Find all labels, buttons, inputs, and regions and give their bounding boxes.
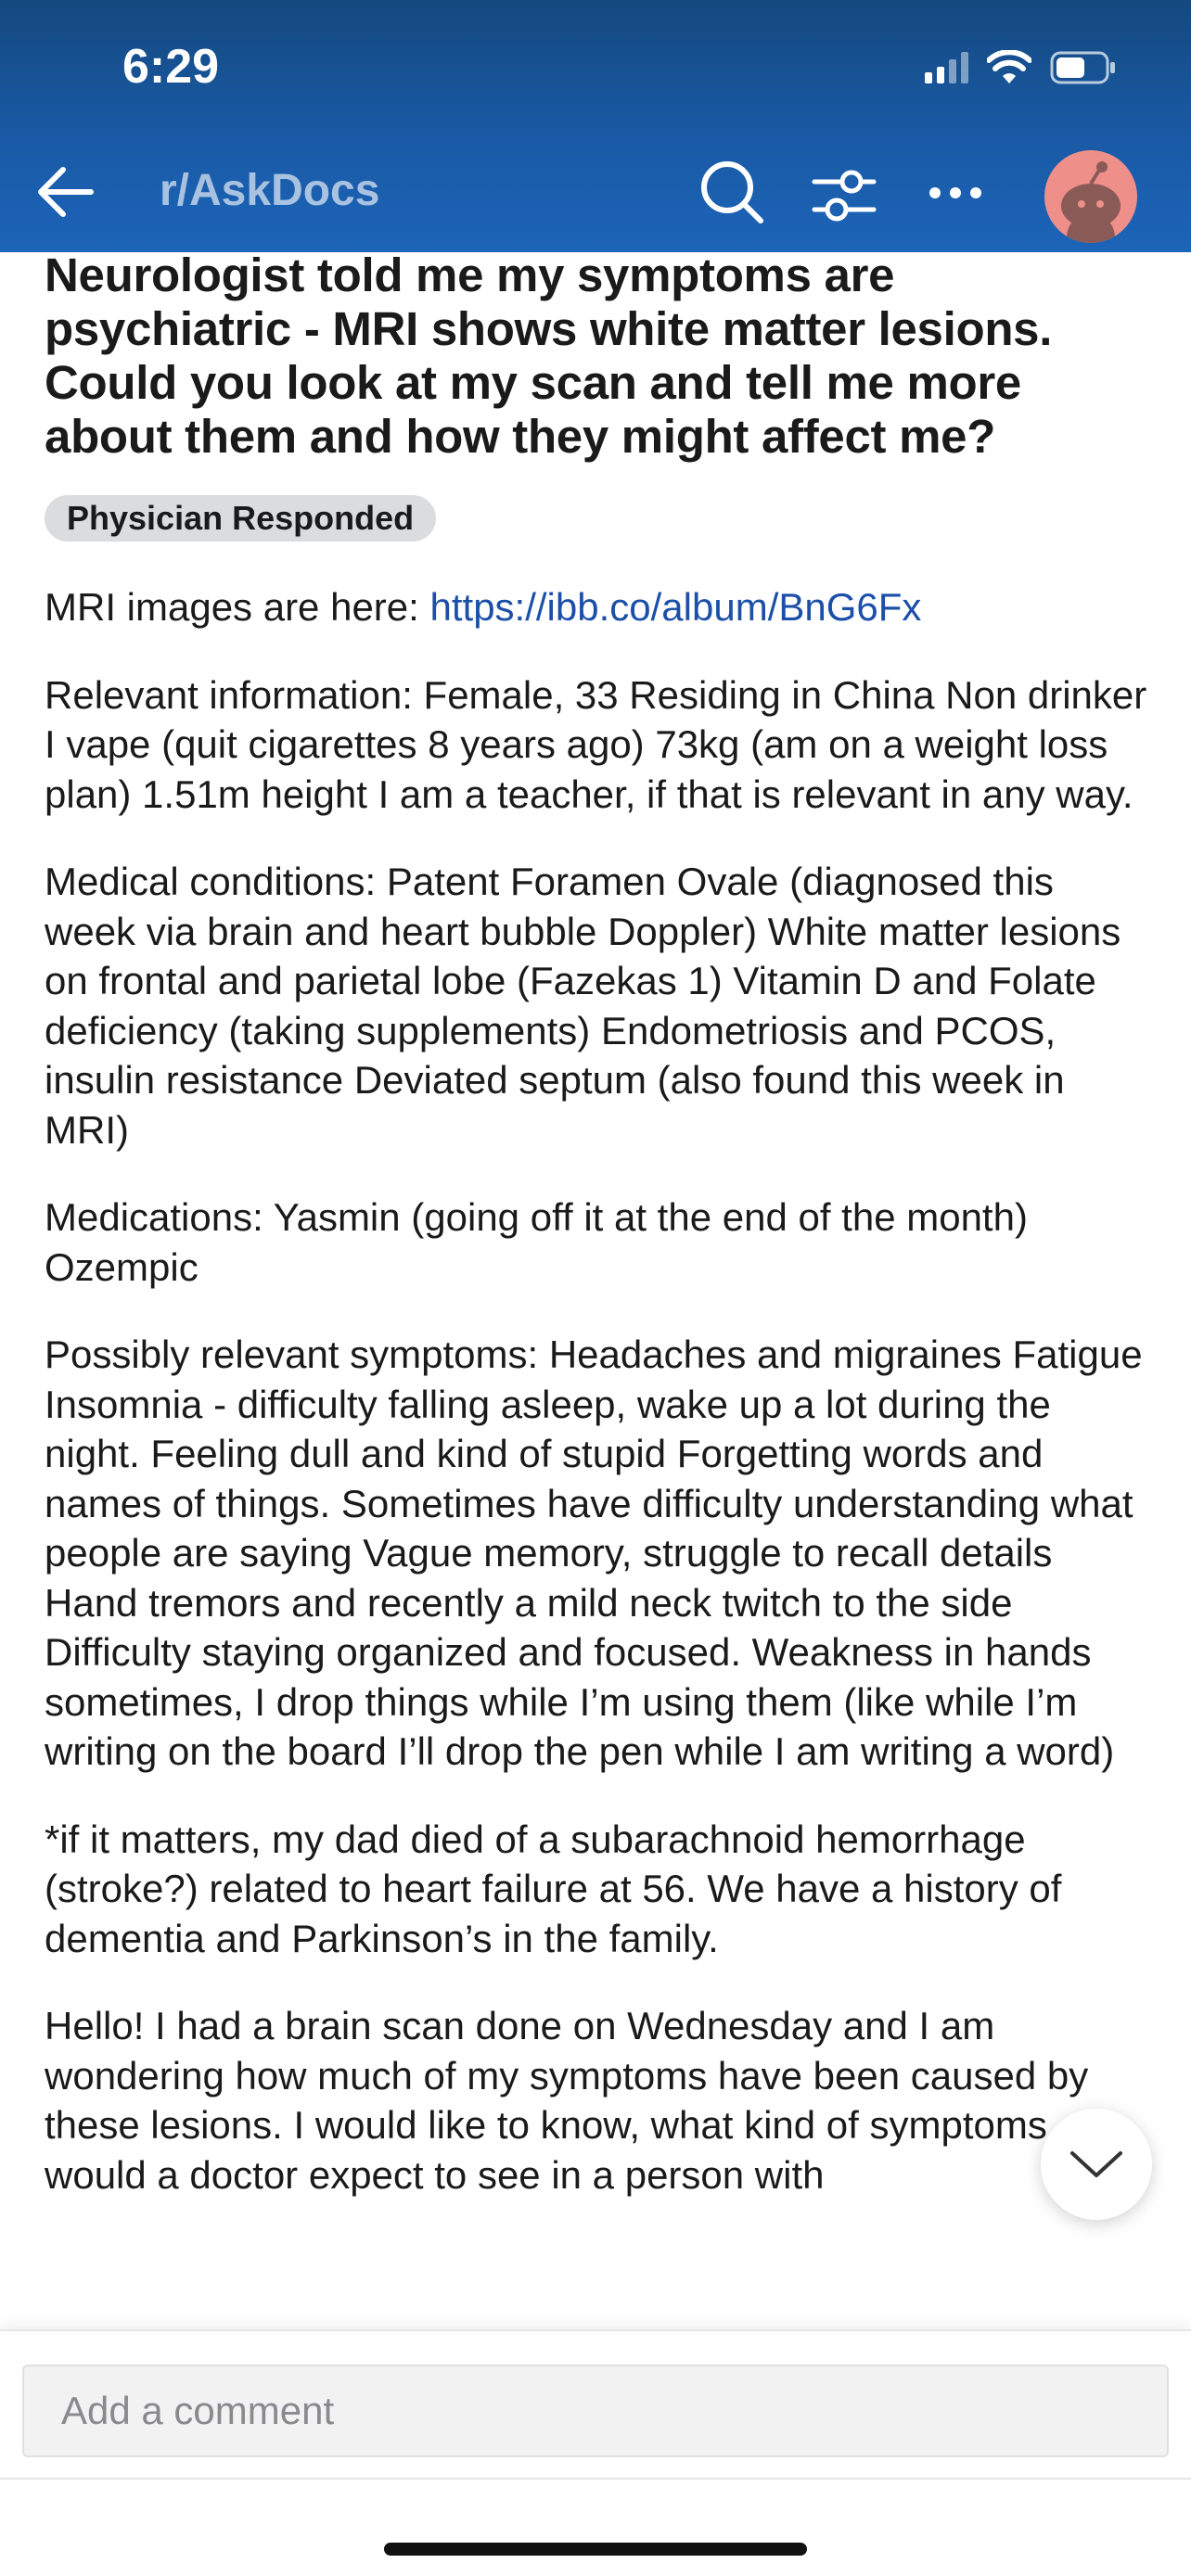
scroll-down-button[interactable]: [1041, 2109, 1152, 2220]
medications-paragraph: Medications: Yasmin (going off it at the end of the month) Ozempic: [45, 1195, 1028, 1289]
battery-icon: [1050, 50, 1117, 85]
comment-bar: [0, 2329, 1191, 2576]
subreddit-title[interactable]: r/AskDocs: [160, 166, 380, 215]
search-icon[interactable]: [698, 158, 768, 228]
mri-link[interactable]: https://ibb.co/album/BnG6Fx: [429, 585, 922, 629]
relevant-info-paragraph: Relevant information: Female, 33 Residing in China Non drinker I vape (quit cigarettes 8 years ago) 73kg (am on a weight loss plan) 1.51m height I am a teacher, if that is relevant in any way.: [45, 672, 1147, 816]
post-content: [45, 249, 1154, 2238]
family-history-paragraph: *if it matters, my dad died of a subarachnoid hemorrhage (stroke?) related to heart failure at 56. We have a history of dementia and Parkinson’s in the family.: [45, 1817, 1062, 1960]
medical-conditions-paragraph: Medical conditions: Patent Foramen Ovale (diagnosed this week via brain and heart bubble Doppler) White matter lesions on frontal and parietal lobe (Fazekas 1) Vitamin D and Folate deficiency (taking supplements) Endometriosis and PCOS, insulin resistance Deviated septum (also found this week in MRI): [45, 860, 1121, 1152]
snoo-avatar-icon: [1044, 150, 1137, 243]
post-title: Neurologist told me my symptoms are psychiatric - MRI shows white matter lesions. Could you look at my scan and tell me more about them and how they might affect me?: [45, 249, 1053, 463]
status-icons: [925, 45, 1117, 91]
back-arrow-icon[interactable]: [32, 158, 100, 226]
symptoms-paragraph: Possibly relevant symptoms: Headaches and migraines Fatigue Insomnia - difficulty falling asleep, wake up a lot during the night. Feeling dull and kind of stupid Forgetting words and names of things. Sometimes have difficulty understanding what people are saying Vague memory, struggle to recall details Hand tremors and recently a mild neck twitch to the side Difficulty staying organized and focused. Weakness in hands sometimes, I drop things while I’m using them (like while I’m writing on the board I’ll drop the pen while I am writing a word): [45, 1333, 1143, 1773]
divider: [0, 2478, 1191, 2480]
mri-paragraph: [45, 582, 1154, 632]
post-body: [45, 582, 1154, 2200]
status-time: 6:29: [122, 40, 220, 94]
more-options-icon[interactable]: [924, 165, 987, 221]
cellular-signal-icon: [925, 52, 968, 83]
sort-filter-icon[interactable]: [809, 159, 879, 230]
post-flair[interactable]: Physician Responded: [45, 495, 436, 542]
question-paragraph: Hello! I had a brain scan done on Wednesday and I am wondering how much of my symptoms have been caused by these lesions. I would like to know, what kind of symptoms would a doctor expect to see in a person with: [45, 2004, 1089, 2197]
avatar[interactable]: [1044, 150, 1137, 243]
comment-input[interactable]: Add a comment: [22, 2365, 1169, 2457]
mri-prefix: MRI images are here:: [45, 585, 430, 629]
home-indicator[interactable]: [384, 2543, 807, 2556]
wifi-icon: [987, 50, 1031, 85]
chevron-down-icon: [1067, 2146, 1126, 2183]
app-header: [0, 0, 1191, 252]
